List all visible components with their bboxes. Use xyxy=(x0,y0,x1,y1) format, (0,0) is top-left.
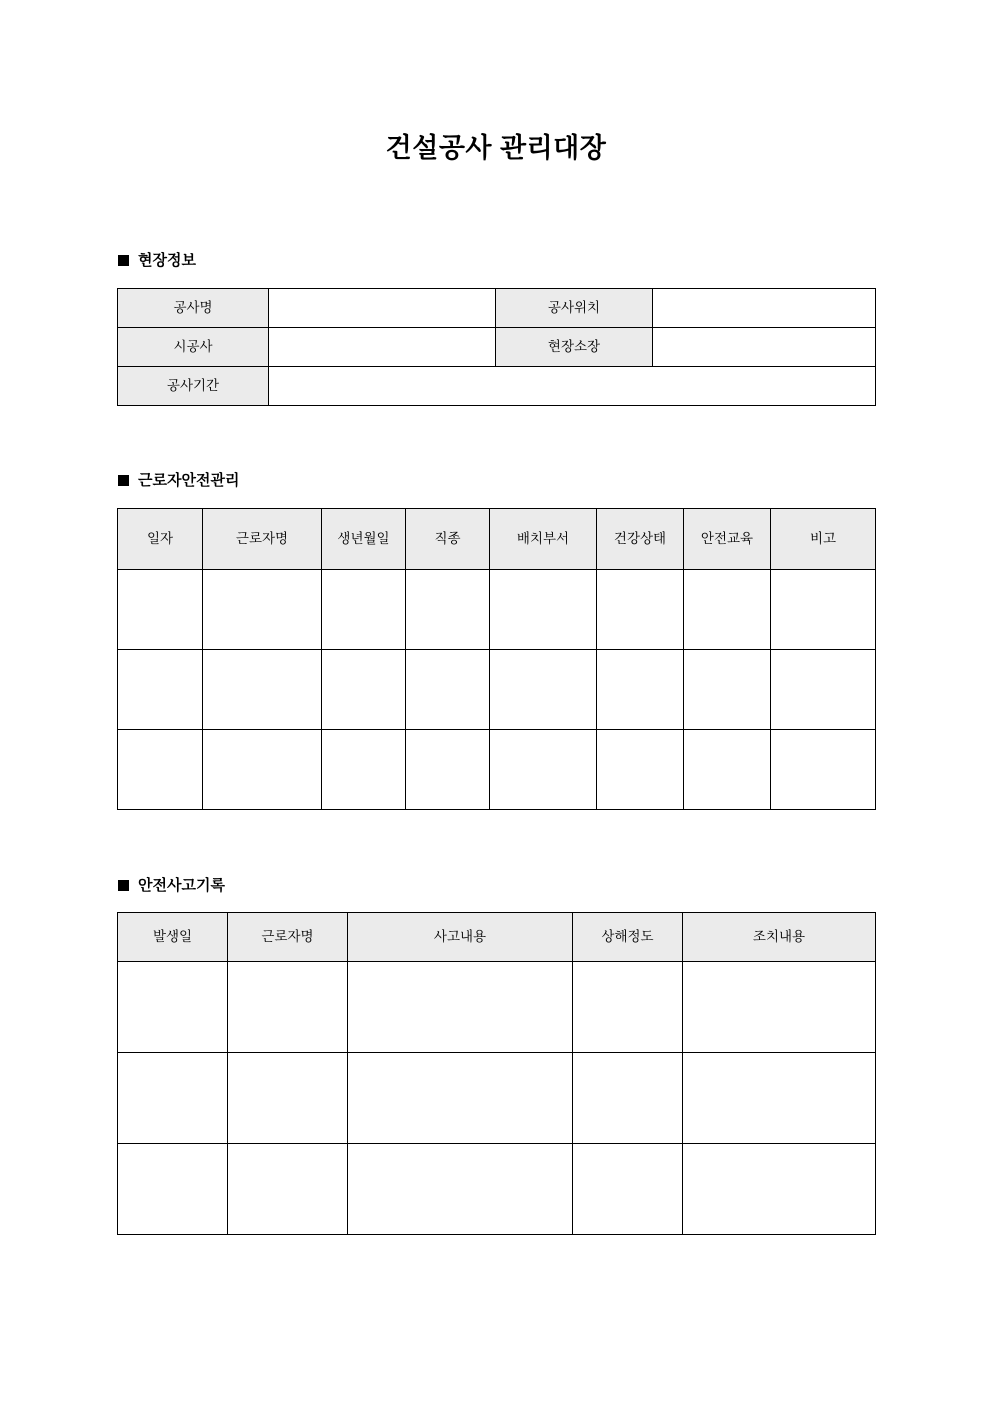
table-row xyxy=(118,367,876,406)
worker-safety-cell-r1-c7[interactable] xyxy=(771,650,876,730)
value-construction-period[interactable] xyxy=(269,367,876,406)
table-row xyxy=(118,650,876,730)
worker-safety-column-header-2: 생년월일 xyxy=(322,509,406,570)
black-square-bullet-icon xyxy=(118,255,129,266)
table-row xyxy=(118,1144,876,1235)
black-square-bullet-icon xyxy=(118,880,129,891)
table-header-row xyxy=(118,913,876,962)
section-heading-accident-record xyxy=(118,878,225,893)
worker-safety-cell-r2-c5[interactable] xyxy=(597,730,684,810)
worker-safety-cell-r2-c0[interactable] xyxy=(118,730,203,810)
worker-safety-column-header-1: 근로자명 xyxy=(203,509,322,570)
worker-safety-column-header-7: 비고 xyxy=(771,509,876,570)
accident-record-cell-r0-c4[interactable] xyxy=(683,962,876,1053)
table-row xyxy=(118,730,876,810)
worker-safety-cell-r0-c3[interactable] xyxy=(406,570,490,650)
accident-record-cell-r0-c1[interactable] xyxy=(228,962,348,1053)
worker-safety-cell-r0-c4[interactable] xyxy=(490,570,597,650)
label-construction-location: 공사위치 xyxy=(496,289,653,328)
worker-safety-column-header-5: 건강상태 xyxy=(597,509,684,570)
worker-safety-cell-r2-c6[interactable] xyxy=(684,730,771,810)
worker-safety-cell-r1-c1[interactable] xyxy=(203,650,322,730)
section-heading-accident-record-label: 안전사고기록 xyxy=(138,877,225,894)
worker-safety-cell-r1-c6[interactable] xyxy=(684,650,771,730)
accident-record-column-header-0: 발생일 xyxy=(118,913,228,962)
worker-safety-cell-r2-c3[interactable] xyxy=(406,730,490,810)
worker-safety-cell-r0-c0[interactable] xyxy=(118,570,203,650)
value-contractor[interactable] xyxy=(269,328,496,367)
accident-record-column-header-3: 상해정도 xyxy=(573,913,683,962)
value-construction-name[interactable] xyxy=(269,289,496,328)
accident-record-cell-r0-c2[interactable] xyxy=(348,962,573,1053)
worker-safety-column-header-6: 안전교육 xyxy=(684,509,771,570)
section-heading-worker-safety-label: 근로자안전관리 xyxy=(138,472,240,489)
black-square-bullet-icon xyxy=(118,475,129,486)
accident-record-cell-r0-c3[interactable] xyxy=(573,962,683,1053)
worker-safety-column-header-0: 일자 xyxy=(118,509,203,570)
worker-safety-table xyxy=(117,508,876,810)
accident-record-column-header-1: 근로자명 xyxy=(228,913,348,962)
table-row xyxy=(118,289,876,328)
accident-record-cell-r1-c3[interactable] xyxy=(573,1053,683,1144)
label-construction-period: 공사기간 xyxy=(118,367,269,406)
table-row xyxy=(118,328,876,367)
accident-record-column-header-4: 조치내용 xyxy=(683,913,876,962)
worker-safety-cell-r1-c5[interactable] xyxy=(597,650,684,730)
worker-safety-column-header-4: 배치부서 xyxy=(490,509,597,570)
label-contractor: 시공사 xyxy=(118,328,269,367)
worker-safety-cell-r0-c2[interactable] xyxy=(322,570,406,650)
worker-safety-column-header-3: 직종 xyxy=(406,509,490,570)
worker-safety-cell-r1-c0[interactable] xyxy=(118,650,203,730)
accident-record-cell-r2-c3[interactable] xyxy=(573,1144,683,1235)
section-heading-site-info-label: 현장정보 xyxy=(138,252,196,269)
worker-safety-cell-r0-c5[interactable] xyxy=(597,570,684,650)
worker-safety-cell-r1-c3[interactable] xyxy=(406,650,490,730)
value-construction-location[interactable] xyxy=(653,289,876,328)
label-construction-name: 공사명 xyxy=(118,289,269,328)
worker-safety-cell-r1-c2[interactable] xyxy=(322,650,406,730)
table-header-row xyxy=(118,509,876,570)
accident-record-table xyxy=(117,912,876,1235)
accident-record-cell-r0-c0[interactable] xyxy=(118,962,228,1053)
accident-record-cell-r2-c0[interactable] xyxy=(118,1144,228,1235)
section-heading-site-info xyxy=(118,253,196,268)
worker-safety-cell-r0-c6[interactable] xyxy=(684,570,771,650)
worker-safety-cell-r2-c2[interactable] xyxy=(322,730,406,810)
worker-safety-cell-r0-c1[interactable] xyxy=(203,570,322,650)
accident-record-cell-r1-c4[interactable] xyxy=(683,1053,876,1144)
worker-safety-cell-r2-c1[interactable] xyxy=(203,730,322,810)
page-title: 건설공사 관리대장 xyxy=(385,133,607,163)
table-row xyxy=(118,962,876,1053)
accident-record-cell-r1-c0[interactable] xyxy=(118,1053,228,1144)
section-heading-worker-safety xyxy=(118,473,239,488)
table-row xyxy=(118,570,876,650)
site-info-table xyxy=(117,288,876,406)
label-site-manager: 현장소장 xyxy=(496,328,653,367)
worker-safety-cell-r1-c4[interactable] xyxy=(490,650,597,730)
worker-safety-cell-r2-c4[interactable] xyxy=(490,730,597,810)
accident-record-cell-r1-c1[interactable] xyxy=(228,1053,348,1144)
worker-safety-cell-r0-c7[interactable] xyxy=(771,570,876,650)
worker-safety-cell-r2-c7[interactable] xyxy=(771,730,876,810)
accident-record-cell-r1-c2[interactable] xyxy=(348,1053,573,1144)
value-site-manager[interactable] xyxy=(653,328,876,367)
accident-record-cell-r2-c1[interactable] xyxy=(228,1144,348,1235)
accident-record-cell-r2-c4[interactable] xyxy=(683,1144,876,1235)
accident-record-cell-r2-c2[interactable] xyxy=(348,1144,573,1235)
table-row xyxy=(118,1053,876,1144)
accident-record-column-header-2: 사고내용 xyxy=(348,913,573,962)
